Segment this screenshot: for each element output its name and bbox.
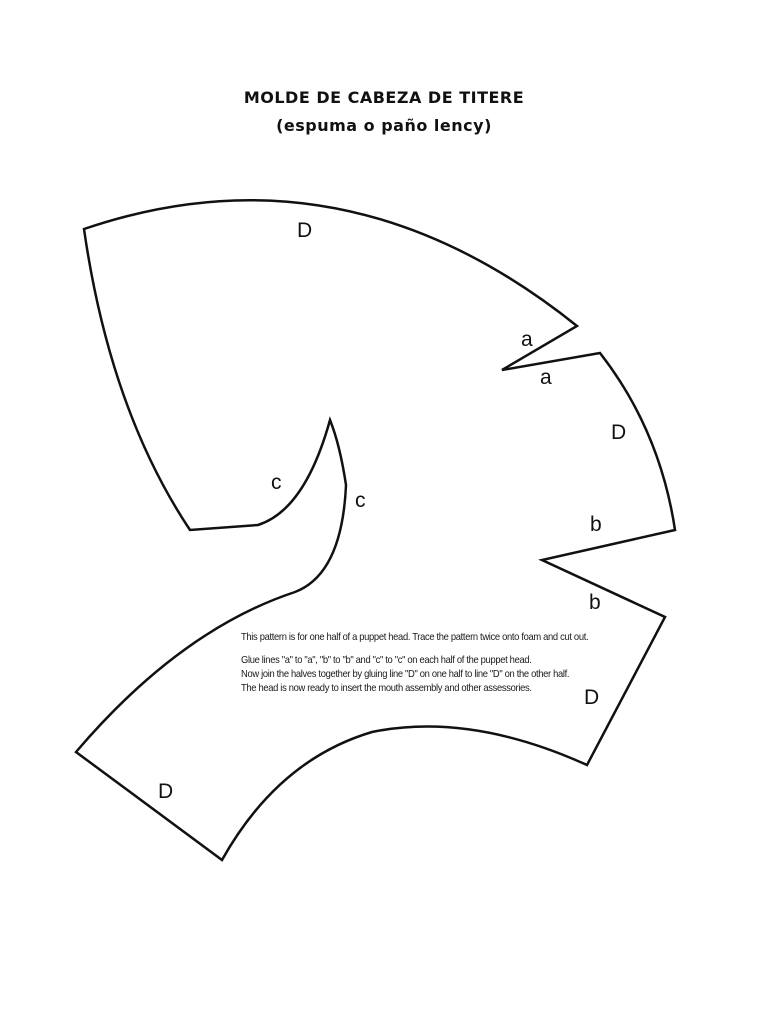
edge-label-a-upper: a — [521, 328, 533, 351]
edge-label-b-lower: b — [589, 591, 601, 614]
assembly-instructions — [241, 631, 589, 696]
instruction-line: Glue lines "a" to "a", "b" to "b" and "c" to "c" on each half of the puppet head. — [241, 655, 532, 666]
edge-label-c-left: c — [271, 471, 282, 494]
instruction-line: The head is now ready to insert the mouth assembly and other assessories. — [241, 683, 532, 694]
edge-label-a-lower: a — [540, 366, 552, 389]
edge-label-bottom-d: D — [158, 780, 174, 803]
edge-label-top-d: D — [297, 219, 313, 242]
page-title: MOLDE DE CABEZA DE TITERE — [243, 88, 525, 107]
edge-label-c-right: c — [355, 489, 366, 512]
edge-label-b-upper: b — [590, 513, 602, 536]
pattern-outline — [76, 200, 675, 860]
instruction-line: This pattern is for one half of a puppet head. Trace the pattern twice onto foam and cut out. — [241, 632, 589, 643]
edge-label-right-d: D — [611, 421, 627, 444]
page-subtitle: (espuma o paño lency) — [276, 116, 492, 135]
instruction-line: Now join the halves together by gluing line "D" on one half to line "D" on the other half. — [241, 669, 570, 680]
edge-label-lower-right-d: D — [584, 686, 600, 709]
